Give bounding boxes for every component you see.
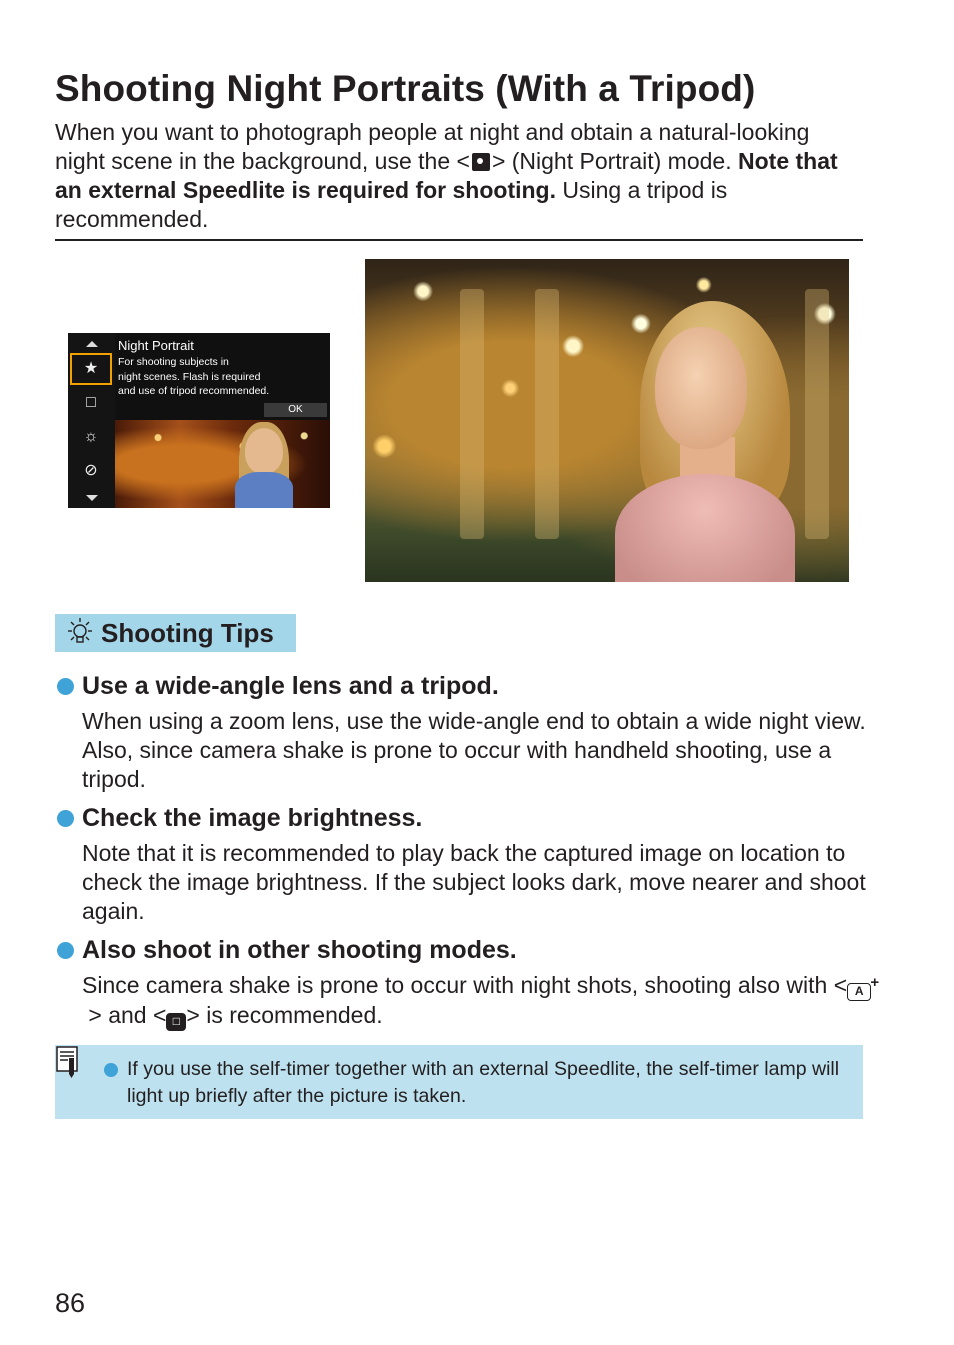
hdr-backlight-icon: ☼ [83, 428, 99, 445]
mode-description-line: For shooting subjects in [118, 356, 229, 368]
preview-subject-face [245, 428, 283, 474]
page-number: 86 [55, 1288, 86, 1318]
intro-text-3: Using a tripod is recommended. [55, 177, 728, 232]
title-divider [55, 239, 863, 241]
preview-subject-body [235, 472, 293, 508]
handheld-night-scene-icon: □ [86, 394, 96, 411]
mode-description-line: and use of tripod recommended. [118, 385, 270, 397]
background-column [805, 289, 829, 539]
bullet-icon [57, 678, 74, 695]
handheld-night-scene-icon: □ [166, 1013, 186, 1031]
tip-body: Note that it is recommended to play back the captured image on location to check the image brightness. If the subject looks dark, move nearer and shoot again. [82, 840, 866, 924]
intro-bold-note: Note that an external Speedlite is required for shooting. [55, 148, 838, 203]
intro-text-1: When you want to photograph people at night and obtain a natural-looking night scene in the background, use the < [55, 119, 810, 174]
page-title: Shooting Night Portraits (With a Tripod) [55, 68, 756, 109]
note-box [55, 1045, 863, 1119]
tip-body [82, 971, 882, 1031]
mode-info-panel [118, 337, 328, 399]
ok-button[interactable]: OK [264, 403, 327, 417]
intro-text-2: > (Night Portrait) mode. [491, 148, 738, 174]
scroll-up-arrow-icon [86, 341, 98, 347]
bullet-icon [57, 810, 74, 827]
bullet-icon [57, 942, 74, 959]
subject-face [655, 327, 747, 449]
mode-sidebar [68, 333, 115, 508]
tip-title: Check the image brightness. [82, 804, 423, 832]
tip-body-text: > is recommended. [186, 1002, 383, 1028]
note-text: If you use the self-timer together with an external Speedlite, the self-timer lamp will light up briefly after the picture is taken. [127, 1058, 840, 1107]
subject-body [615, 474, 795, 582]
tip-body-text: > and < [88, 1002, 167, 1028]
camera-menu-screen [68, 333, 330, 508]
mode-title: Night Portrait [118, 338, 194, 353]
background-column [535, 289, 559, 539]
scene-intelligent-auto-icon: A + [847, 983, 871, 1001]
night-portrait-icon [472, 153, 490, 171]
night-portrait-icon: ★ [83, 360, 99, 377]
shooting-tips-heading: Shooting Tips [101, 617, 274, 648]
intro-paragraph [55, 118, 865, 234]
scroll-down-arrow-icon [86, 495, 98, 501]
background-column [460, 289, 484, 539]
light-bulb-icon [63, 616, 97, 650]
shooting-tips-header [55, 614, 296, 652]
note-memo-icon [56, 1046, 80, 1078]
tip-body: When using a zoom lens, use the wide-angle end to obtain a wide night view. Also, since camera shake is prone to occur with handheld shooting, use a tripod. [82, 708, 866, 792]
bullet-icon [104, 1063, 118, 1077]
carousel-preview-image [115, 420, 330, 508]
mode-description-line: night scenes. Flash is required [118, 370, 261, 383]
night-portrait-sample-photo [365, 259, 849, 582]
tip-title: Use a wide-angle lens and a tripod. [82, 672, 499, 700]
tip-body-text: Since camera shake is prone to occur with night shots, shooting also with < [82, 972, 848, 998]
tip-title: Also shoot in other shooting modes. [82, 936, 517, 964]
flash-off-icon: ⊘ [84, 462, 98, 479]
